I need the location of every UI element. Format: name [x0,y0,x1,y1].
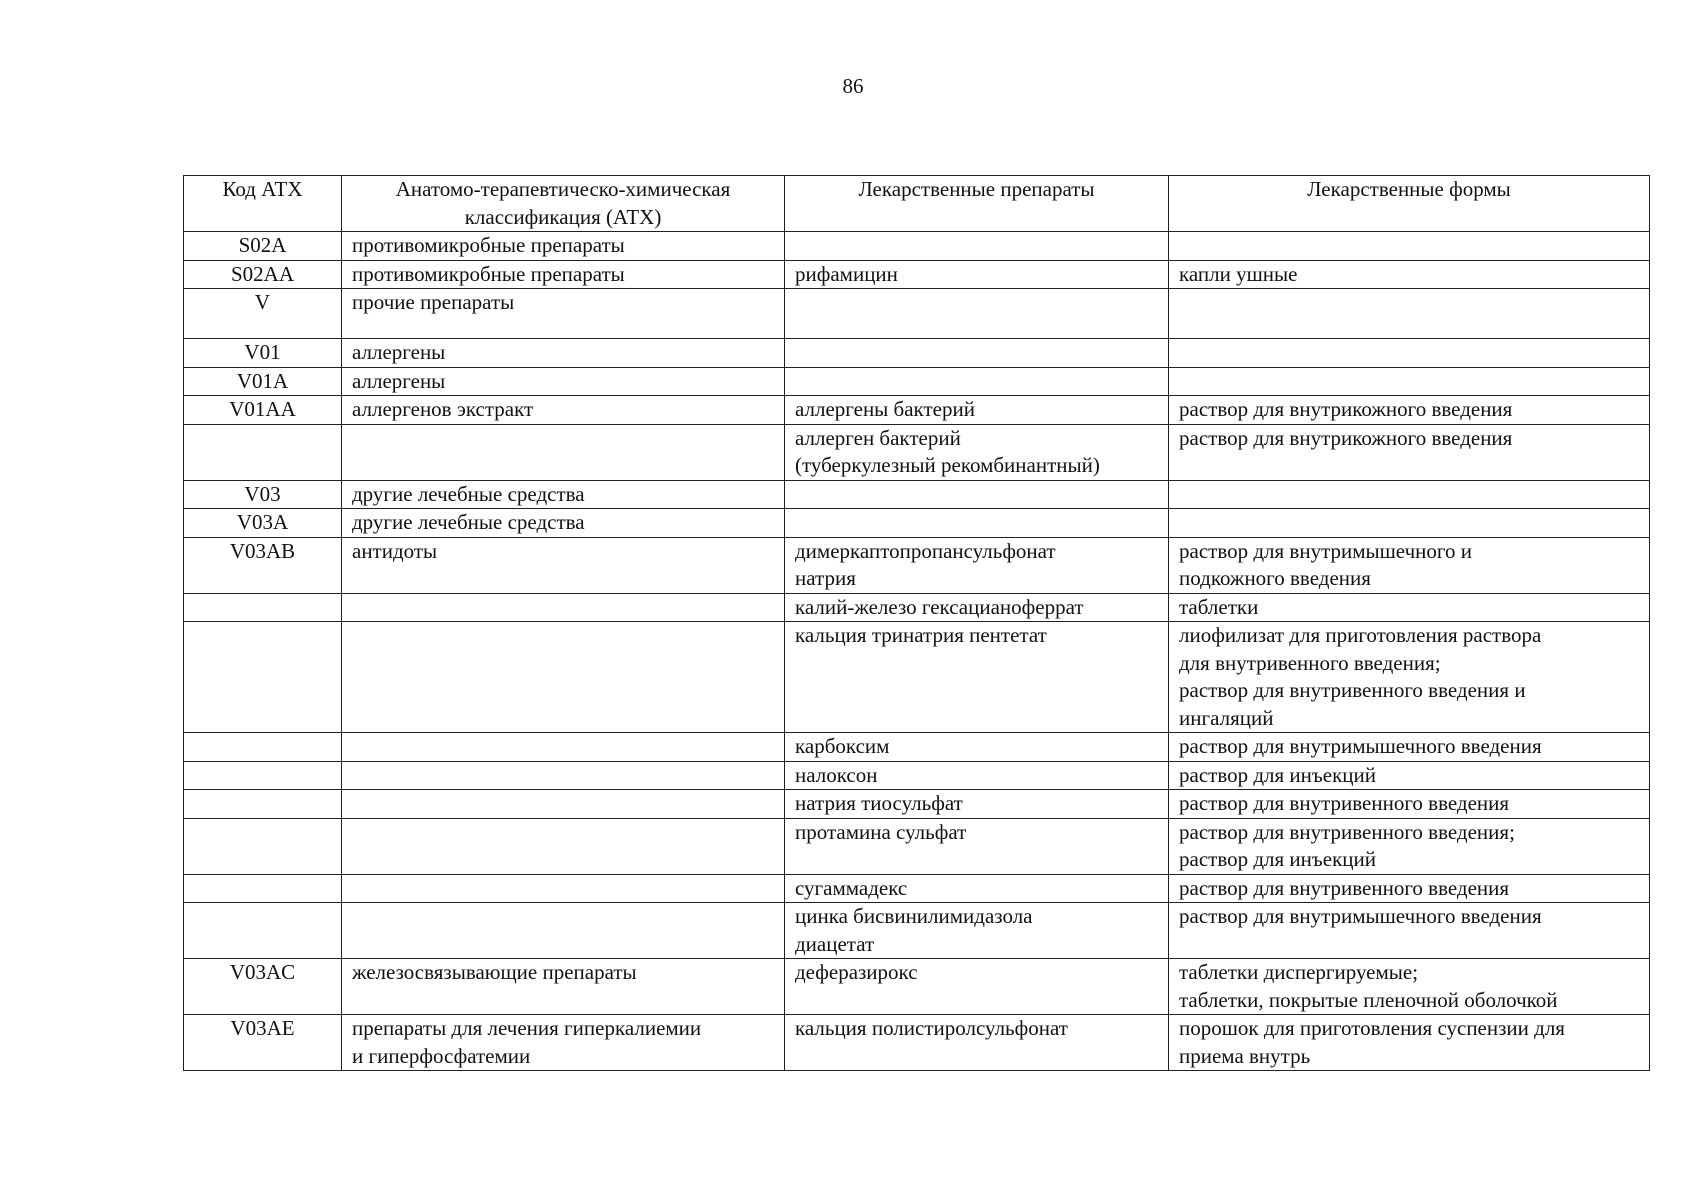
dosage-form-cell [1169,289,1650,339]
table-row [184,959,1650,1015]
classification-cell: аллергены [342,367,785,396]
drug-cell: кальция полистиролсульфонат [785,1015,1169,1071]
table-row [184,289,1650,339]
atc-code-cell [184,761,342,790]
drug-cell: калий-железо гексацианоферрат [785,593,1169,622]
dosage-form-cell [1169,367,1650,396]
classification-cell [342,818,785,874]
table-row [184,761,1650,790]
dosage-form-cell: таблетки [1169,593,1650,622]
drug-cell [785,339,1169,368]
table-row [184,593,1650,622]
dosage-form-cell [1169,509,1650,538]
atc-code-cell: V01AA [184,396,342,425]
classification-cell [342,790,785,819]
atc-code-cell [184,903,342,959]
dosage-form-cell [1169,480,1650,509]
classification-cell: препараты для лечения гиперкалиемии и гиперфосфатемии [342,1015,785,1071]
dosage-form-cell [1169,232,1650,261]
table-row [184,733,1650,762]
classification-cell [342,874,785,903]
atc-code-cell [184,790,342,819]
atc-code-cell: V03AE [184,1015,342,1071]
atc-code-cell: S02AA [184,260,342,289]
table-row [184,396,1650,425]
table-row [184,367,1650,396]
classification-cell [342,903,785,959]
classification-cell [342,593,785,622]
atc-code-cell: V03AC [184,959,342,1015]
dosage-form-cell: капли ушные [1169,260,1650,289]
drug-cell [785,232,1169,261]
drug-cell [785,367,1169,396]
table-row [184,232,1650,261]
header-dosage-forms: Лекарственные формы [1169,176,1650,232]
atc-code-cell: V03A [184,509,342,538]
classification-cell [342,424,785,480]
drug-cell: деферазирокс [785,959,1169,1015]
header-drugs: Лекарственные препараты [785,176,1169,232]
classification-cell [342,733,785,762]
table-row [184,790,1650,819]
table-row [184,874,1650,903]
dosage-form-cell: раствор для инъекций [1169,761,1650,790]
drug-cell: аллерген бактерий (туберкулезный рекомбинантный) [785,424,1169,480]
table-row [184,818,1650,874]
classification-cell: другие лечебные средства [342,509,785,538]
table-row [184,339,1650,368]
classification-cell: противомикробные препараты [342,260,785,289]
table-row [184,260,1650,289]
classification-cell: противомикробные препараты [342,232,785,261]
atc-code-cell [184,424,342,480]
table-row [184,1015,1650,1071]
atc-code-cell: S02A [184,232,342,261]
dosage-form-cell [1169,339,1650,368]
drug-cell: налоксон [785,761,1169,790]
table-row [184,537,1650,593]
table-row [184,424,1650,480]
classification-cell: железосвязывающие препараты [342,959,785,1015]
dosage-form-cell: раствор для внутримышечного введения [1169,733,1650,762]
atc-code-cell [184,874,342,903]
atc-code-cell: V01 [184,339,342,368]
atc-drug-table [183,175,1650,1071]
dosage-form-cell: порошок для приготовления суспензии для приема внутрь [1169,1015,1650,1071]
atc-code-cell: V [184,289,342,339]
atc-code-cell: V03 [184,480,342,509]
dosage-form-cell: раствор для внутривенного введения [1169,790,1650,819]
classification-cell: аллергенов экстракт [342,396,785,425]
drug-cell: аллергены бактерий [785,396,1169,425]
drug-cell: сугаммадекс [785,874,1169,903]
drug-cell: протамина сульфат [785,818,1169,874]
classification-cell: другие лечебные средства [342,480,785,509]
classification-cell [342,622,785,733]
classification-cell [342,761,785,790]
drug-cell [785,289,1169,339]
atc-code-cell [184,733,342,762]
drug-cell [785,480,1169,509]
classification-cell: прочие препараты [342,289,785,339]
dosage-form-cell: раствор для внутримышечного и подкожного введения [1169,537,1650,593]
classification-cell: аллергены [342,339,785,368]
table-row [184,509,1650,538]
drug-cell: рифамицин [785,260,1169,289]
dosage-form-cell: раствор для внутрикожного введения [1169,396,1650,425]
dosage-form-cell: раствор для внутривенного введения; раствор для инъекций [1169,818,1650,874]
dosage-form-cell: лиофилизат для приготовления раствора для внутривенного введения; раствор для внутривенного введения и ингаляций [1169,622,1650,733]
table-header-row [184,176,1650,232]
table-row [184,903,1650,959]
drug-cell: карбоксим [785,733,1169,762]
table-row [184,622,1650,733]
drug-cell: цинка бисвинилимидазола диацетат [785,903,1169,959]
drug-cell: натрия тиосульфат [785,790,1169,819]
drug-cell: кальция тринатрия пентетат [785,622,1169,733]
classification-cell: антидоты [342,537,785,593]
drug-cell [785,509,1169,538]
dosage-form-cell: раствор для внутривенного введения [1169,874,1650,903]
atc-code-cell [184,818,342,874]
header-atc-classification: Анатомо-терапевтическо-химическая классификация (АТХ) [342,176,785,232]
page-number: 86 [842,74,864,98]
dosage-form-cell: раствор для внутрикожного введения [1169,424,1650,480]
dosage-form-cell: раствор для внутримышечного введения [1169,903,1650,959]
atc-code-cell [184,622,342,733]
header-atc-code: Код АТХ [184,176,342,232]
dosage-form-cell: таблетки диспергируемые; таблетки, покрытые пленочной оболочкой [1169,959,1650,1015]
drug-cell: димеркаптопропансульфонат натрия [785,537,1169,593]
atc-code-cell: V01A [184,367,342,396]
table-row [184,480,1650,509]
atc-code-cell: V03AB [184,537,342,593]
atc-code-cell [184,593,342,622]
